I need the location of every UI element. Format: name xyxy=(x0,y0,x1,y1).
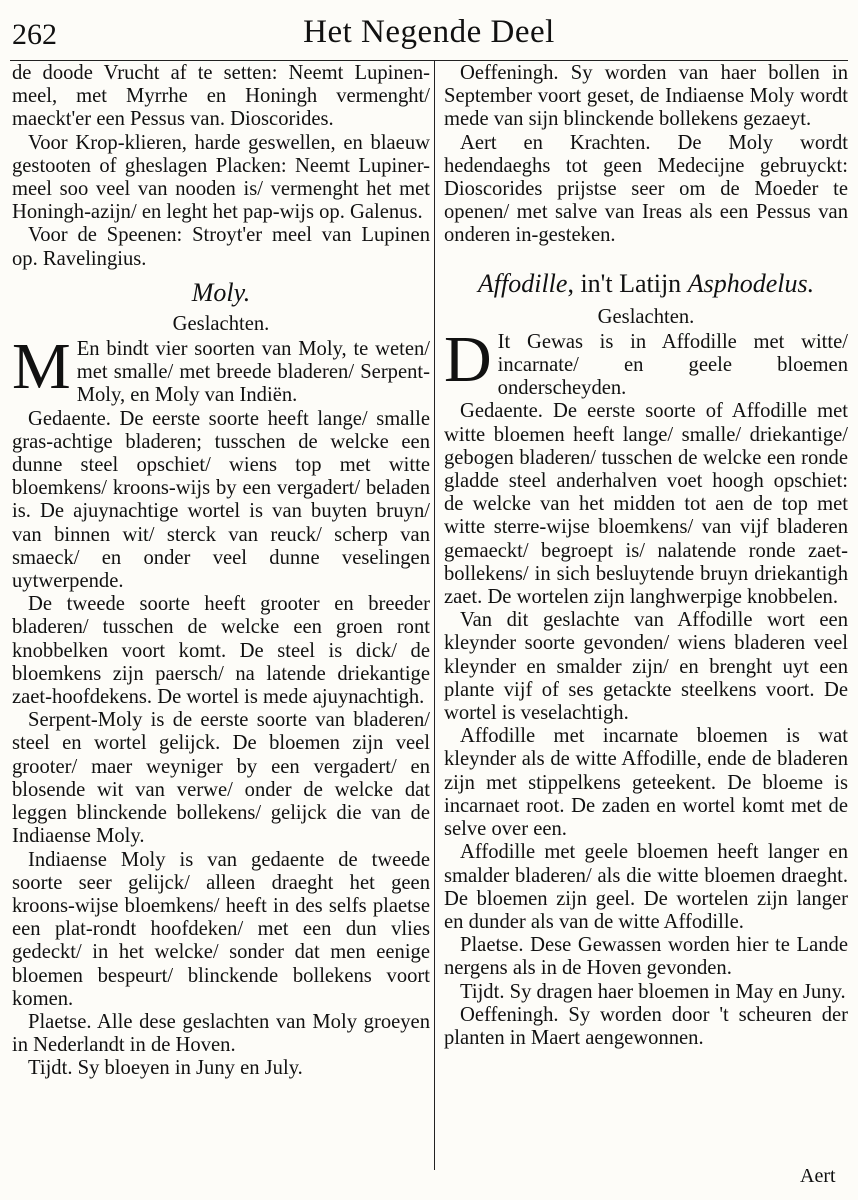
left-paragraph-10: Tijdt. Sy bloeyen in Juny en July. xyxy=(28,1057,303,1080)
left-paragraph-5: Gedaente. De eerste soorte heeft lange/ smalle gras-achtige bladeren; tusschen de welcke een dunne steel opschiet/ wiens top met witte bloemkens/ kroons-wijs by een vergadert/ beladen is. De ajuynachtige wortel is van buyten bruyn/ van binnen wit/ sterck van reuck/ scherp van smaeck/ en onder veel dunne veselingen uytwerpende. xyxy=(12,407,430,593)
right-paragraph-1: Oeffeningh. Sy worden van haer bollen in September voort geset, de Indiaense Moly wordt mede van sijn blinckende bollekens gezaeyt. xyxy=(444,62,848,131)
title-asphodelus: Asphodelus. xyxy=(687,268,815,298)
right-paragraph-5: Van dit geslachte van Affodille wort een kleynder soorte gevonden/ wiens bladeren veel kleynder en smalder zijn/ en brenght uyt een plante vijf of ses getackte steelkens voort. De wortel is veselachtigh. xyxy=(444,609,848,725)
page-header xyxy=(0,0,858,54)
section-title-moly: Moly. xyxy=(191,277,251,307)
right-paragraph-3-text: It Gewas is in Affodille met witte/ incarnate/ en geele bloemen onderscheyden. xyxy=(497,330,848,400)
right-paragraph-4: Gedaente. De eerste soorte of Affodille met witte bloemen heeft lange/ smalle/ driekantige/ gebogen bladeren/ tusschen de welcke een ronde gladde steel anderhalven voet hoogh opschiet: de welcke van het midden tot aen de top met witte sterre-wijse bloemkens/ van vijf bladeren gemaeckt/ begroept is/ nalatende ronde zaet-bollekens/ in sich besluytende bruyn driekantigh zaet. De wortelen zijn langhwerpige knobbelen. xyxy=(444,400,848,609)
right-paragraph-10: Oeffeningh. Sy worden door 't scheuren der planten in Maert aengewonnen. xyxy=(444,1003,848,1049)
left-paragraph-7: Serpent-Moly is de eerste soorte van bladeren/ steel en wortel gelijck. De bloemen zijn veel grooter/ maer weyniger by een vergadert/ en blosende wit van verwe/ onder de welcke dat leggen blinckende bollekens/ gelijck die van de Indiaense Moly. xyxy=(12,709,430,848)
left-paragraph-2: Voor Krop-klieren, harde geswellen, en blaeuw gestooten of gheslagen Placken: Neemt Lupiner-meel soo veel van nooden is/ vermenght het met Honingh-azijn/ en leght het pap-wijs op. Galenus. xyxy=(12,131,430,224)
right-paragraph-3 xyxy=(444,322,848,401)
left-paragraph-3: Voor de Speenen: Stroyt'er meel van Lupinen op. Ravelingius. xyxy=(12,224,430,270)
catchword: Aert xyxy=(800,1165,836,1187)
left-column xyxy=(12,62,430,1081)
right-column xyxy=(444,62,848,1050)
title-affodille: Affodille xyxy=(477,268,568,298)
header-rule xyxy=(10,60,848,61)
left-paragraph-4 xyxy=(12,330,430,408)
subheading-geslachten-right: Geslachten. xyxy=(597,305,695,328)
left-paragraph-8: Indiaense Moly is van gedaente de tweede soorte seer gelijck/ alleen draeght het geen kroons-wijse bloemkens/ heeft in des selfs plaetse een plat-rondt hoofdeken/ met een dun vlies gedeckt/ in het welcke/ sonder dat men eenige bloemen bespeurt/ blinckende bollekens voort komen. xyxy=(12,848,430,1010)
section-title-affodille xyxy=(444,268,848,300)
left-paragraph-9: Plaetse. Alle dese geslachten van Moly groeyen in Nederlandt in de Hoven. xyxy=(12,1010,430,1057)
left-paragraph-6: De tweede soorte heeft grooter en breeder bladeren/ tusschen de welcke een groen ront knobbelken voort komt. De steel is dick/ de bloemkens zijn paersch/ na latende driekantige zaet-hoofdekens. De wortel is mede ajuynachtigh. xyxy=(12,593,430,709)
column-divider xyxy=(434,60,435,1170)
right-paragraph-6: Affodille met incarnate bloemen is wat kleynder als de witte Affodille, ende de bladeren zijn met stippelkens geteekent. De bloeme is incarnaet root. De zaden en wortel komt met de selve over een. xyxy=(444,725,848,841)
right-paragraph-9: Tijdt. Sy dragen haer bloemen in May en Juny. xyxy=(460,980,846,1003)
drop-cap-m: M xyxy=(12,330,71,404)
page-number: 262 xyxy=(12,18,57,51)
left-paragraph-4-text: En bindt vier soorten van Moly, te weten/ met smalle/ met breede bladeren/ Serpent-Moly, en Moly van Indiën. xyxy=(76,338,430,407)
subheading-geslachten-left: Geslachten. xyxy=(172,312,270,335)
drop-cap-d: D xyxy=(444,322,492,396)
right-paragraph-7: Affodille met geele bloemen heeft langer en smalder bladeren/ als die witte bloemen draeght. De bloemen zijn geel. De wortelen zijn langer en dunder als van de witte Affodille. xyxy=(444,841,848,933)
title-latin-prefix: , in't Latijn xyxy=(567,268,688,298)
running-title: Het Negende Deel xyxy=(303,14,555,50)
right-paragraph-2: Aert en Krachten. De Moly wordt hedendaeghs tot geen Medecijne gebruyckt: Dioscorides prijstse seer om de Moeder te openen/ met salve van Ireas als een Pessus van onderen in-gesteken. xyxy=(444,131,848,247)
right-paragraph-8: Plaetse. Dese Gewassen worden hier te Lande nergens als in de Hoven gevonden. xyxy=(444,934,848,980)
left-paragraph-1: de doode Vrucht af te setten: Neemt Lupinen-meel, met Myrrhe en Honingh vermenght/ maeckt'er een Pessus van. Dioscorides. xyxy=(12,62,430,131)
